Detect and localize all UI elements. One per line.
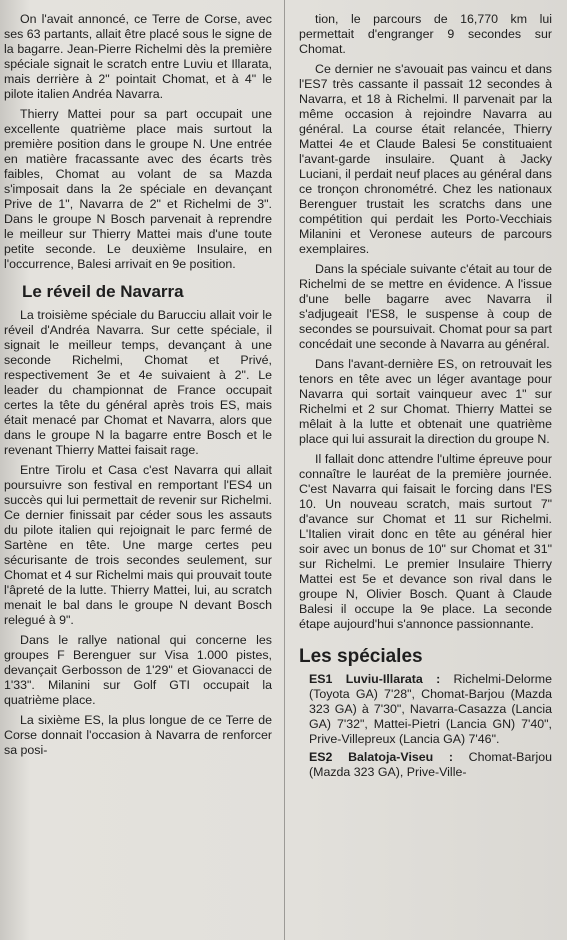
article-paragraph: Entre Tirolu et Casa c'est Navarra qui allait poursuivre son festival en remportant l'ES4 un succès qui lui permettait de revenir sur Richelmi. Ce dernier finissait par céder sous les assauts du pilote italien qui rejoignait le parc fermé de Sartène en tête. Une marge certes peu sécurisante de trois secondes seulement, sur Chomat et 4 sur Richelmi mais qui prouvait toute l'âpreté de la lutte. Thierry Mattei, lui, au scratch menait le bal dans le groupe N devant Bosch relegué à 9". (4, 463, 272, 627)
stage-result-es1 (299, 672, 552, 747)
article-paragraph: tion, le parcours de 16,770 km lui permettait d'engranger 9 secondes sur Chomat. (299, 12, 552, 56)
article-paragraph: La sixième ES, la plus longue de ce Terre de Corse donnait l'occasion à Navarra de renforcer sa posi- (4, 713, 272, 757)
article-paragraph: Thierry Mattei pour sa part occupait une excellente quatrième place mais surtout la première position dans le groupe N. Une entrée en matière fracassante avec des écarts très faibles, Chomat au volant de sa Mazda s'imposait dans la 2e spéciale en devançant Prive de 1", Navarra de 2" et Richelmi de 3". Dans le groupe N Bosch parvenait à reprendre le meilleur sur Thierry Mattei mais d'une toute petite seconde. Le deuxième Insulaire, en l'occurrence, Balesi arrivait en 9e position. (4, 107, 272, 271)
stage-label: ES1 Luviu-Illarata : (309, 672, 441, 686)
article-column-right (299, 12, 552, 783)
article-paragraph: Dans le rallye national qui concerne les groupes F Berenguer sur Visa 1.000 pistes, devançait Gerbosson de 1'29" et Giovanacci de 1'33". Milanini sur Golf GTI occupait la quatrième place. (4, 633, 272, 707)
article-paragraph: La troisième spéciale du Barucciu allait voir le réveil d'Andréa Navarra. Sur cette spéciale, il signait le meilleur temps, devançant à une seconde Richelmi, Chomat et Privé, respectivement 3e et 4e suivaient à 2". Le leader du championnat de France occupait certes la tête du général après trois ES, mais était menacé par Chomat et Navarra, alors que dans le groupe N la bagarre entre Bosch et le revenant Thierry Mattei faisait rage. (4, 308, 272, 457)
article-column-left (4, 12, 272, 763)
section-title: Les spéciales (299, 646, 423, 667)
stage-text: Richelmi-Delorme (Toyota GA) 7'28", Chomat-Barjou (Mazda 323 GA) à 7'30", Navarra-Casazza (Lancia GA) 7'32", Mattei-Pietri (Lancia GN) 7'40", Prive-Villepreux (Lancia GA) 7'46". (309, 672, 552, 746)
article-paragraph: Dans l'avant-dernière ES, on retrouvait les tenors en tête avec un léger avantage pour Navarra qui sortait vainqueur avec 1" sur Richelmi et 2 sur Chomat. Thierry Mattei se mêlait à la lutte et obtenait une quatrième place qui lui assurait la direction du groupe N. (299, 357, 552, 446)
article-paragraph: On l'avait annoncé, ce Terre de Corse, avec ses 63 partants, allait être placé sous le signe de la bagarre. Jean-Pierre Richelmi dès la première spéciale signait le scratch entre Luviu et Illarata, mais derrière à 2" pointait Chomat, et à 4" le pilote italien Andréa Navarra. (4, 12, 272, 101)
stage-text: Chomat-Barjou (Mazda 323 GA), Prive-Ville- (309, 750, 552, 779)
subheading: Le réveil de Navarra (22, 282, 184, 301)
article-paragraph: Dans la spéciale suivante c'était au tour de Richelmi de se mettre en évidence. A l'issue d'une belle bagarre avec Navarra il s'adjugeait l'ES8, le suspense à coup de secondes se poursuivait. Chomat pour sa part concédait une seconde à Navarra au général. (299, 262, 552, 351)
column-divider (284, 0, 285, 940)
stage-result-es2 (299, 750, 552, 780)
article-paragraph: Ce dernier ne s'avouait pas vaincu et dans l'ES7 très cassante il passait 12 secondes à Navarra, et 18 à Richelmi. Il parvenait par la même occasion à rejoindre Navarra au général. La course était relancée, Thierry Mattei 4e et Claude Balesi 5e constituaient l'avant-garde insulaire. Quant à Jacky Luciani, il perdait neuf places au général dans ce tronçon chronométré. Chez les nationaux Berenguer trustait les scratchs dans une compétition qui perdait les Porto-Vecchiais Milanini et Veronese auteurs de parcours exemplaires. (299, 62, 552, 256)
stage-label: ES2 Balatoja-Viseu : (309, 750, 454, 764)
article-paragraph: Il fallait donc attendre l'ultime épreuve pour connaître le lauréat de la première journée. C'est Navarra qui faisait le forcing dans l'ES 10. Un nouveau scratch, mais surtout 7" d'avance sur Chomat et 11 sur Richelmi. L'Italien virait donc en tête au général hier soir avec un bonus de 10" sur Chomat et 31" sur Richelmi. Le premier Insulaire Thierry Mattei est 5e et devance son rival dans le groupe N, Olivier Bosch. Quant à Claude Balesi il occupe la 9e place. La seconde étape aujourd'hui s'annonce passionnante. (299, 452, 552, 631)
